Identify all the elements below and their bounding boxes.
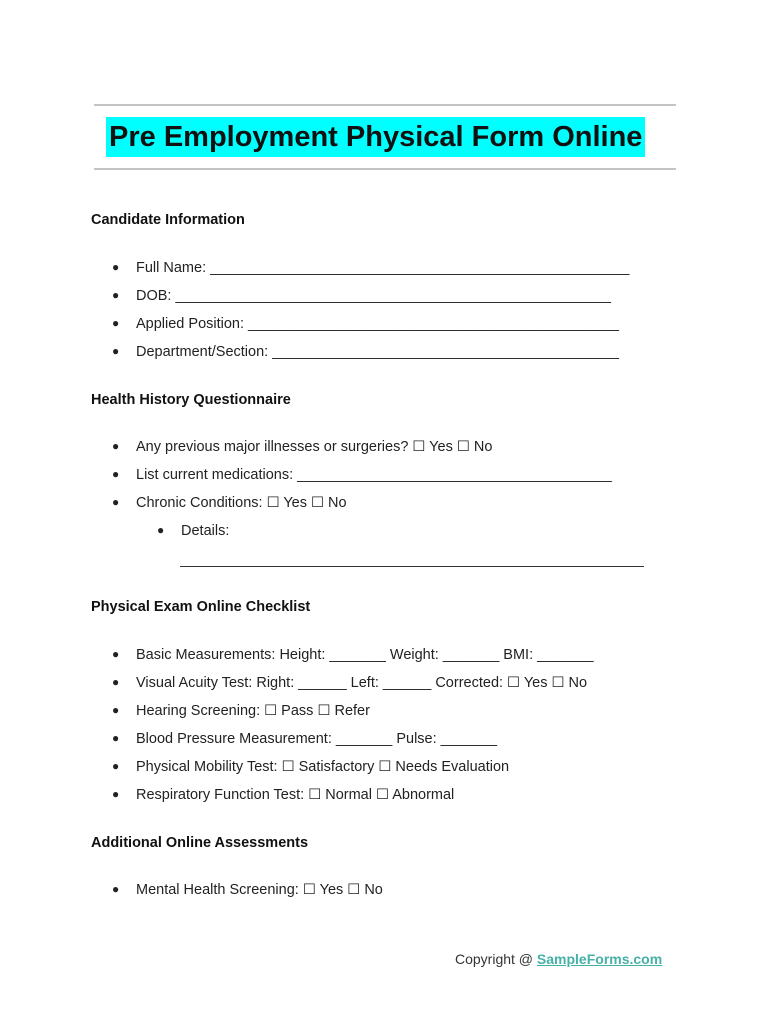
checklist-basic-measurements-label: Basic Measurements: Height: _______ Weight: _______ BMI: _______	[136, 647, 594, 663]
assessment-mental-health[interactable]	[112, 881, 383, 899]
title-rule-top	[94, 104, 676, 106]
bullet-icon: ●	[112, 439, 120, 453]
bullet-icon: ●	[112, 260, 120, 274]
assessment-mental-health-label: Mental Health Screening: ☐ Yes ☐ No	[136, 882, 383, 898]
checklist-hearing-screening[interactable]	[112, 702, 370, 720]
bullet-icon: ●	[112, 288, 120, 302]
brand-link[interactable]: SampleForms.com	[536, 951, 663, 967]
checklist-physical-mobility[interactable]	[112, 758, 509, 776]
checklist-visual-acuity-label: Visual Acuity Test: Right: ______ Left: ______ Corrected: ☐ Yes ☐ No	[136, 675, 588, 691]
bullet-icon: ●	[112, 787, 120, 801]
section-heading-candidate: Candidate Information	[91, 212, 245, 228]
section-heading-health: Health History Questionnaire	[91, 392, 291, 408]
question-major-illnesses[interactable]	[112, 438, 492, 456]
bullet-icon: ●	[112, 495, 120, 509]
checklist-basic-measurements[interactable]	[112, 646, 594, 664]
bullet-icon: ●	[112, 344, 120, 358]
field-department-label: Department/Section: ___________________________________________	[136, 344, 619, 360]
bullet-icon: ●	[112, 882, 120, 896]
bullet-icon: ●	[112, 703, 120, 717]
section-heading-additional: Additional Online Assessments	[91, 835, 309, 851]
bullet-icon: ●	[112, 316, 120, 330]
checklist-hearing-screening-label: Hearing Screening: ☐ Pass ☐ Refer	[136, 703, 370, 719]
field-details[interactable]	[157, 522, 229, 540]
checklist-blood-pressure-label: Blood Pressure Measurement: _______ Pulse: _______	[136, 731, 498, 747]
title-rule-bottom	[94, 168, 676, 170]
checklist-respiratory-function[interactable]	[112, 786, 454, 804]
field-full-name[interactable]	[112, 259, 629, 277]
question-chronic-conditions[interactable]	[112, 494, 347, 512]
bullet-icon: ●	[112, 675, 120, 689]
question-major-illnesses-label: Any previous major illnesses or surgeries? ☐ Yes ☐ No	[136, 439, 493, 455]
bullet-icon: ●	[157, 523, 165, 537]
page-title: Pre Employment Physical Form Online	[106, 117, 645, 157]
field-current-medications[interactable]	[112, 466, 612, 484]
bullet-icon: ●	[112, 467, 120, 481]
field-details-label: Details:	[181, 523, 230, 539]
details-blank-line[interactable]	[180, 566, 644, 567]
copyright-prefix: Copyright @	[455, 951, 537, 967]
bullet-icon: ●	[112, 731, 120, 745]
checklist-blood-pressure[interactable]	[112, 730, 497, 748]
section-heading-physical-exam: Physical Exam Online Checklist	[91, 599, 311, 615]
field-department[interactable]	[112, 343, 619, 361]
field-current-medications-label: List current medications: _______________________________________	[136, 467, 612, 483]
field-dob-label: DOB: ______________________________________________________	[136, 288, 611, 304]
checklist-respiratory-function-label: Respiratory Function Test: ☐ Normal ☐ Abnormal	[136, 787, 455, 803]
checklist-visual-acuity[interactable]	[112, 674, 587, 692]
question-chronic-conditions-label: Chronic Conditions: ☐ Yes ☐ No	[136, 495, 347, 511]
checklist-physical-mobility-label: Physical Mobility Test: ☐ Satisfactory ☐ Needs Evaluation	[136, 759, 510, 775]
copyright-footer	[455, 951, 662, 967]
field-applied-position-label: Applied Position: ______________________________________________	[136, 316, 619, 332]
bullet-icon: ●	[112, 759, 120, 773]
field-dob[interactable]	[112, 287, 611, 305]
bullet-icon: ●	[112, 647, 120, 661]
field-applied-position[interactable]	[112, 315, 619, 333]
field-full-name-label: Full Name: ____________________________________________________	[136, 260, 630, 276]
